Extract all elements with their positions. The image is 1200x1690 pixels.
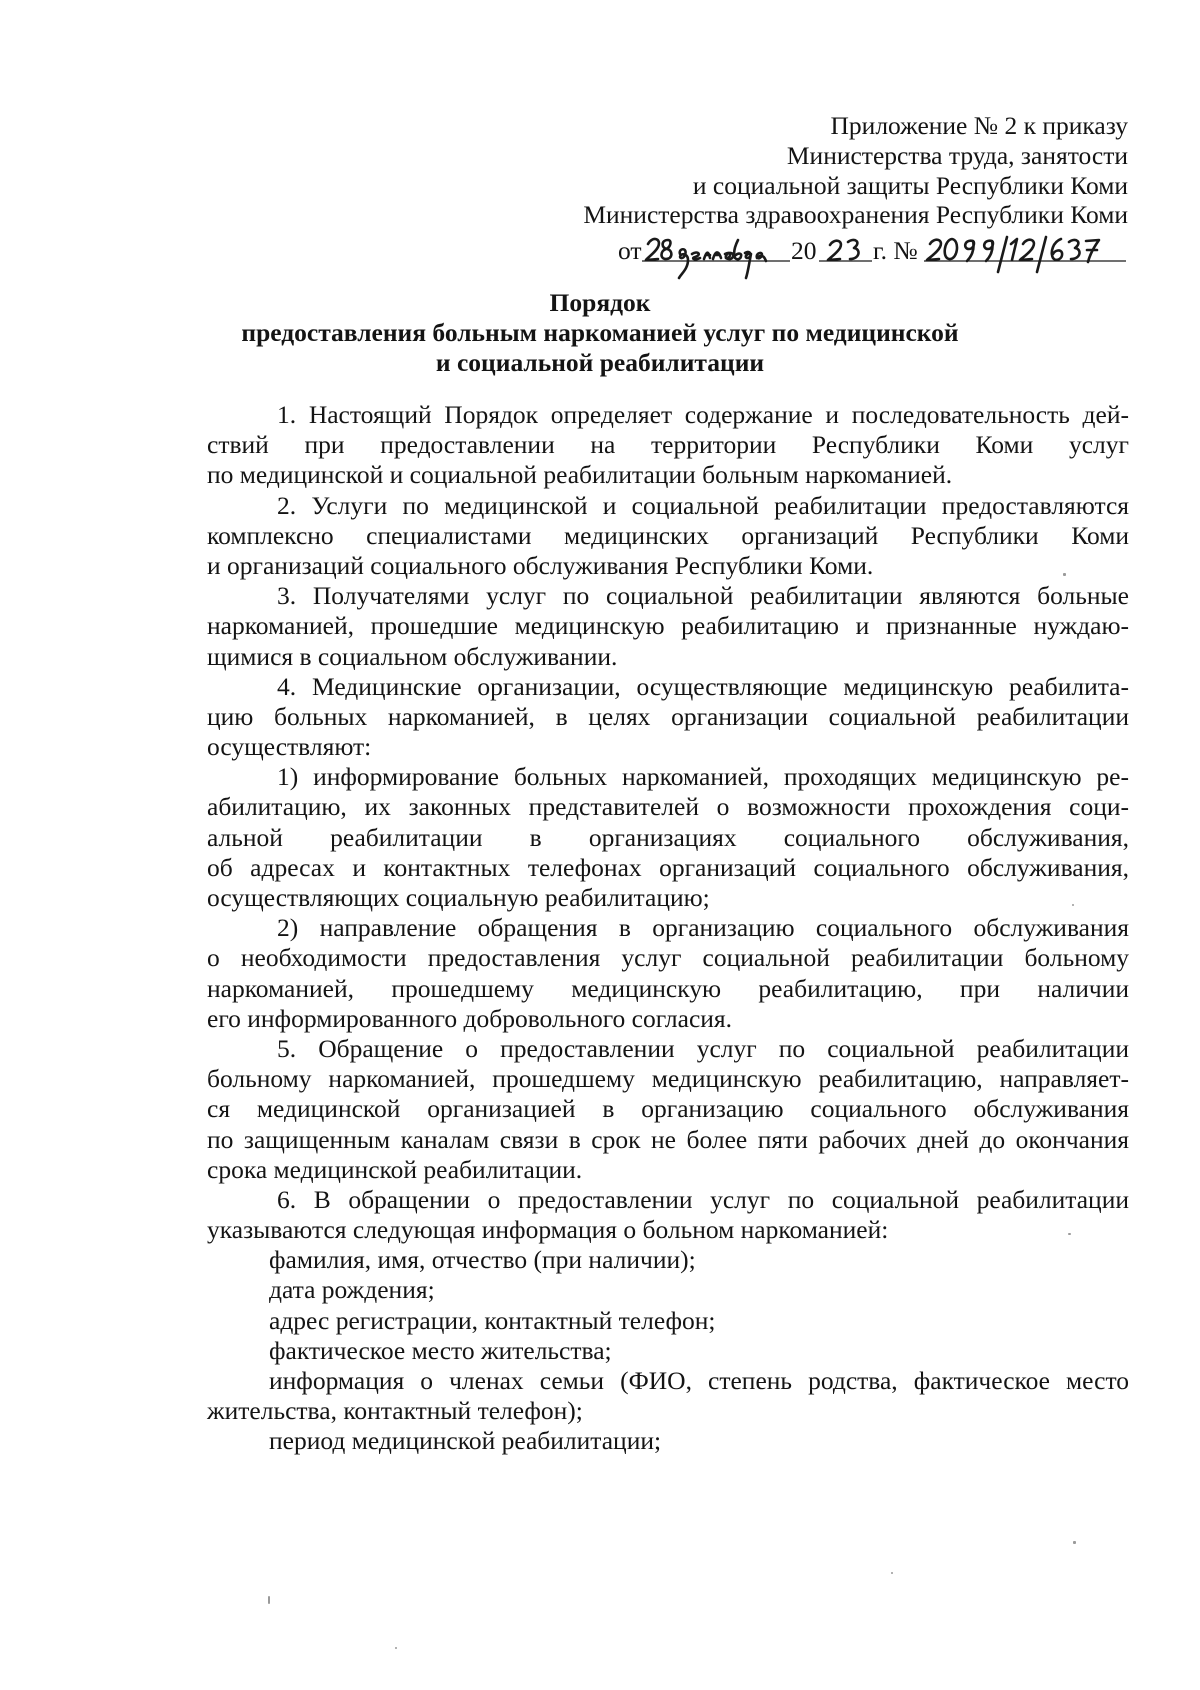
- handwritten-fields: [618, 236, 1130, 292]
- body-line: жительства, контактный телефон);: [207, 1396, 583, 1426]
- body-line: фамилия, имя, отчество (при наличии);: [269, 1245, 696, 1275]
- handwritten-date: [646, 239, 766, 278]
- body-line: срока медицинской реабилитации.: [207, 1154, 583, 1184]
- date-prefix: от: [618, 236, 642, 265]
- body-line: по медицинской и социальной реабилитации больным наркоманией.: [207, 460, 953, 490]
- handwritten-year: [828, 240, 859, 260]
- body-line: 5. Обращение о предоставлении услуг по социальной реабилитации: [277, 1033, 1129, 1063]
- body-line: фактическое место жительства;: [269, 1335, 612, 1365]
- body-line: информация о членах семьи (ФИО, степень родства, фактическое место: [269, 1366, 1129, 1395]
- body-line: больному наркоманией, прошедшему медицинскую реабилитацию, направляет-: [207, 1064, 1129, 1094]
- body-line: адрес регистрации, контактный телефон;: [269, 1305, 716, 1335]
- body-line: 1) информирование больных наркоманией, проходящих медицинскую ре-: [277, 762, 1129, 792]
- body-line: и организаций социального обслуживания Республики Коми.: [207, 550, 874, 580]
- scan-speck: [395, 1647, 397, 1649]
- order-date-number-line: [618, 236, 1130, 276]
- scan-speck: [1072, 904, 1074, 906]
- body-line: о необходимости предоставления услуг социальной реабилитации больному: [207, 943, 1129, 973]
- body-line: 6. В обращении о предоставлении услуг по социальной реабилитации: [277, 1184, 1129, 1214]
- year-prefix: 20: [791, 236, 817, 265]
- number-prefix: г. №: [873, 236, 918, 265]
- scan-speck: [891, 1572, 893, 1574]
- body-line: осуществляющих социальную реабилитацию;: [207, 883, 710, 912]
- header-line-3: и социальной защиты Республики Коми: [692, 171, 1128, 200]
- body-line: абилитацию, их законных представителей о возможности прохождения соци-: [207, 792, 1129, 822]
- body-line: 2. Услуги по медицинской и социальной реабилитации предоставляются: [277, 490, 1129, 520]
- body-line: период медицинской реабилитации;: [269, 1426, 662, 1456]
- handwritten-number: [927, 237, 1099, 272]
- body-line: комплексно специалистами медицинских организаций Республики Коми: [207, 520, 1129, 550]
- body-line: 1. Настоящий Порядок определяет содержание и последовательность дей-: [277, 400, 1129, 429]
- header-line-2: Министерства труда, занятости: [786, 141, 1128, 170]
- body-line: щимися в социальном обслуживании.: [207, 641, 618, 671]
- body-line: осуществляют:: [207, 732, 372, 762]
- header-line-1: Приложение № 2 к приказу: [830, 111, 1128, 140]
- body-line: об адресах и контактных телефонах организаций социального обслуживания,: [207, 852, 1129, 882]
- document-body: [207, 400, 1129, 1457]
- title-line-2: предоставления больным наркоманией услуг по медицинской: [241, 318, 959, 347]
- scan-speck: [1073, 1541, 1076, 1544]
- body-line: 4. Медицинские организации, осуществляющие медицинскую реабилита-: [277, 671, 1129, 701]
- body-line: ствий при предоставлении на территории Республики Коми услуг: [207, 430, 1129, 460]
- title-line-1: Порядок: [549, 288, 651, 317]
- scan-speck: [1068, 1233, 1071, 1235]
- header-line-4: Министерства здравоохранения Республики Коми: [583, 200, 1128, 229]
- body-line: по защищенным каналам связи в срок не более пяти рабочих дней до окончания: [207, 1124, 1129, 1154]
- body-line: 3. Получателями услуг по социальной реабилитации являются больные: [277, 581, 1129, 611]
- scan-speck: [268, 1596, 270, 1604]
- body-line: указываются следующая информация о больном наркоманией:: [207, 1215, 889, 1245]
- body-line: цию больных наркоманией, в целях организации социальной реабилитации: [207, 701, 1129, 731]
- body-line: наркоманией, прошедшие медицинскую реабилитацию и признанные нуждаю-: [207, 611, 1129, 641]
- body-line: ся медицинской организацией в организацию социального обслуживания: [207, 1094, 1129, 1124]
- title-line-3: и социальной реабилитации: [435, 348, 765, 377]
- body-line: дата рождения;: [269, 1275, 435, 1305]
- body-line: наркоманией, прошедшему медицинскую реабилитацию, при наличии: [207, 973, 1129, 1003]
- body-line: альной реабилитации в организациях социального обслуживания,: [207, 822, 1129, 852]
- body-line: его информированного добровольного согласия.: [207, 1003, 733, 1033]
- scan-speck: [1063, 573, 1066, 576]
- body-line: 2) направление обращения в организацию социального обслуживания: [277, 913, 1129, 943]
